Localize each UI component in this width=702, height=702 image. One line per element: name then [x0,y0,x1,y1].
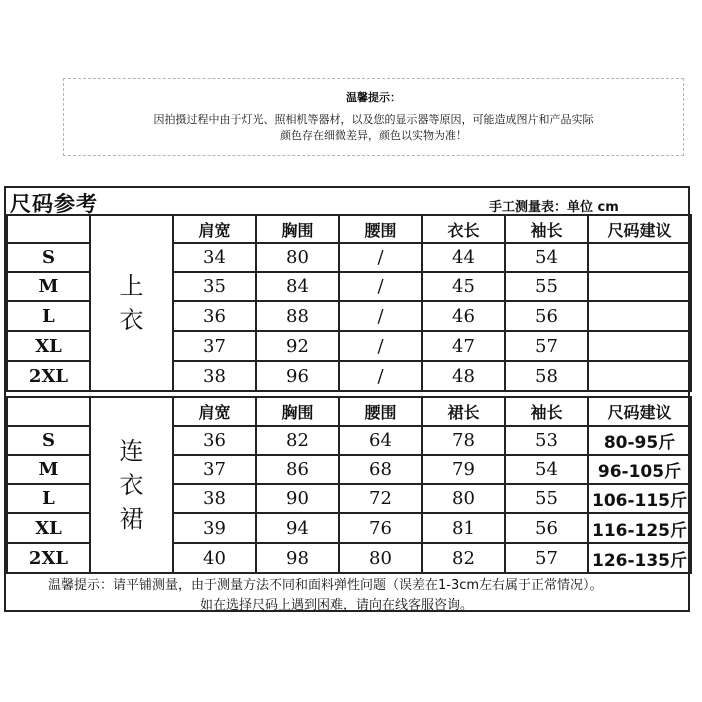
shoulder-cell: 38 [173,361,256,391]
dress-header-length: 裙长 [422,397,505,426]
shoulder-cell: 38 [173,484,256,513]
waist-cell: 80 [339,543,422,573]
waist-cell: / [339,243,422,272]
waist-cell: 68 [339,455,422,484]
waist-cell: / [339,331,422,361]
shoulder-cell: 34 [173,243,256,272]
length-cell: 44 [422,243,505,272]
dress-header-recommend: 尺码建议 [588,397,691,426]
waist-cell: 76 [339,513,422,543]
recommend-cell: 106-115斤 [588,484,691,513]
waist-cell: / [339,301,422,331]
chest-cell: 94 [256,513,339,543]
dress-group-char: 裙 [119,505,144,533]
size-cell: M [7,272,90,301]
chest-cell: 96 [256,361,339,391]
tops-header-chest: 胸围 [256,215,339,243]
waist-cell: 64 [339,426,422,455]
dress-size-table [6,396,692,574]
size-cell: XL [7,513,90,543]
size-cell: 2XL [7,543,90,573]
tops-header-length: 衣长 [422,215,505,243]
unit-note: 手工测量表：单位 cm [489,200,619,215]
sleeve-cell: 55 [505,484,588,513]
recommend-cell: 126-135斤 [588,543,691,573]
tops-header-sleeve: 袖长 [505,215,588,243]
recommend-cell [588,301,691,331]
length-cell: 47 [422,331,505,361]
size-cell: XL [7,331,90,361]
waist-cell: / [339,272,422,301]
tops-header-waist: 腰围 [339,215,422,243]
waist-cell: / [339,361,422,391]
length-cell: 82 [422,543,505,573]
tops-size-table [6,214,692,392]
recommend-cell [588,331,691,361]
recommend-cell [588,243,691,272]
dress-group-char: 衣 [119,471,144,499]
sleeve-cell: 54 [505,243,588,272]
shoulder-cell: 35 [173,272,256,301]
size-cell: M [7,455,90,484]
length-cell: 45 [422,272,505,301]
length-cell: 48 [422,361,505,391]
tops-header-shoulder: 肩宽 [173,215,256,243]
shoulder-cell: 37 [173,331,256,361]
chest-cell: 80 [256,243,339,272]
tops-group-char: 衣 [119,306,144,334]
chest-cell: 90 [256,484,339,513]
length-cell: 79 [422,455,505,484]
notice-title: 温馨提示： [346,91,401,104]
shoulder-cell: 40 [173,543,256,573]
size-chart-title: 尺码参考 [10,192,98,216]
sleeve-cell: 56 [505,513,588,543]
dress-group-label [90,397,173,573]
length-cell: 46 [422,301,505,331]
chest-cell: 88 [256,301,339,331]
notice-line-1: 因拍摄过程中由于灯光、照相机等器材，以及您的显示器等原因，可能造成图片和产品实际 [153,113,594,126]
length-cell: 81 [422,513,505,543]
chest-cell: 98 [256,543,339,573]
sleeve-cell: 56 [505,301,588,331]
recommend-cell: 116-125斤 [588,513,691,543]
size-cell: L [7,484,90,513]
tops-header-recommend: 尺码建议 [588,215,691,243]
dress-header-waist: 腰围 [339,397,422,426]
size-cell: S [7,426,90,455]
dress-header-shoulder: 肩宽 [173,397,256,426]
dress-header-chest: 胸围 [256,397,339,426]
size-cell: 2XL [7,361,90,391]
recommend-cell [588,272,691,301]
recommend-cell: 80-95斤 [588,426,691,455]
tops-group-char: 上 [119,272,144,300]
sleeve-cell: 55 [505,272,588,301]
chest-cell: 92 [256,331,339,361]
length-cell: 78 [422,426,505,455]
sleeve-cell: 57 [505,331,588,361]
length-cell: 80 [422,484,505,513]
tops-header-blank [7,215,90,243]
recommend-cell [588,361,691,391]
notice-line-2: 颜色存在细微差异，颜色以实物为准！ [280,129,467,142]
dress-header-sleeve: 袖长 [505,397,588,426]
waist-cell: 72 [339,484,422,513]
footer-tip-line-1: 温馨提示：请平铺测量，由于测量方法不同和面料弹性问题（误差在1-3cm左右属于正常情况）。 [48,578,603,593]
shoulder-cell: 36 [173,426,256,455]
sleeve-cell: 58 [505,361,588,391]
size-cell: L [7,301,90,331]
chest-cell: 84 [256,272,339,301]
shoulder-cell: 39 [173,513,256,543]
tops-group-label [90,215,173,391]
chest-cell: 82 [256,426,339,455]
notice-box [63,78,684,156]
dress-header-blank [7,397,90,426]
sleeve-cell: 54 [505,455,588,484]
shoulder-cell: 36 [173,301,256,331]
recommend-cell: 96-105斤 [588,455,691,484]
sleeve-cell: 53 [505,426,588,455]
sleeve-cell: 57 [505,543,588,573]
chest-cell: 86 [256,455,339,484]
dress-group-char: 连 [119,437,144,465]
shoulder-cell: 37 [173,455,256,484]
size-cell: S [7,243,90,272]
footer-tip-line-2: 如在选择尺码上遇到困难，请向在线客服咨询。 [200,598,474,613]
